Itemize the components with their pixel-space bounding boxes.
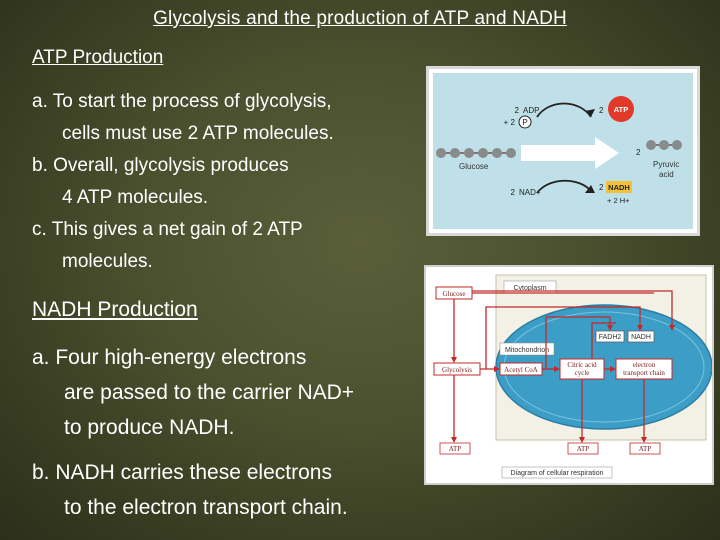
list-item: a. Four high-energy electrons	[32, 346, 307, 369]
list-item: 4 ATP molecules.	[62, 187, 209, 208]
etc-text-line2: transport chain	[623, 369, 665, 377]
list-item: molecules.	[62, 251, 153, 272]
list-item: b. NADH carries these electrons	[32, 461, 332, 484]
glycolysis-text: Glycolysis	[442, 366, 472, 374]
list-item: cells must use 2 ATP molecules.	[62, 123, 334, 144]
cellular-respiration-diagram	[424, 265, 714, 485]
glycolysis-atp-diagram	[426, 66, 700, 236]
atp-mid-text: ATP	[576, 445, 590, 453]
nad-count: 2	[510, 188, 515, 197]
slide-title: Glycolysis and the production of ATP and NADH	[153, 8, 567, 29]
adp-count: 2	[514, 106, 519, 115]
nadh-production-list	[32, 340, 354, 525]
diagram-caption: Diagram of cellular respiration	[510, 470, 604, 477]
list-item: c. This gives a net gain of 2 ATP	[32, 219, 303, 240]
respiration-diagram-svg	[426, 267, 712, 483]
nadh-count: 2	[599, 183, 604, 192]
acetyl-coa-text: Acetyl CoA	[504, 366, 538, 374]
etc-text-line1: electron	[632, 361, 656, 369]
atp-left-text: ATP	[448, 445, 462, 453]
atp-count: 2	[599, 106, 604, 115]
nad-label: NAD+	[519, 188, 541, 197]
list-item: b. Overall, glycolysis produces	[32, 155, 289, 176]
cytoplasm-text: Cytoplasm	[513, 285, 547, 292]
fadh2-text: FADH2	[598, 334, 622, 341]
list-item: are passed to the carrier NAD+	[64, 381, 355, 404]
nadh-text: NADH	[631, 334, 651, 341]
pyruvic-acid-molecule-icon	[646, 140, 682, 150]
glucose-text: Glucose	[442, 290, 466, 298]
nad-to-nadh-arrow-icon	[537, 181, 591, 193]
citric-acid-text-line2: cycle	[574, 369, 590, 377]
h-label: + 2 H+	[607, 196, 630, 205]
list-item: to the electron transport chain.	[64, 496, 348, 519]
glucose-molecule-icon	[436, 148, 516, 158]
p-count: + 2	[503, 118, 515, 127]
atp-label: ATP	[613, 105, 629, 114]
atp-production-list	[32, 86, 334, 278]
adp-to-atp-arrow-icon	[537, 104, 591, 118]
atp-right-text: ATP	[638, 445, 652, 453]
reaction-arrow-icon	[521, 137, 619, 169]
pyruvic-label-line1: Pyruvic	[653, 160, 680, 169]
nadh-production-heading: NADH Production	[32, 298, 198, 321]
list-item: a. To start the process of glycolysis,	[32, 91, 332, 112]
citric-acid-text-line1: Citric acid	[567, 361, 597, 369]
glucose-label: Glucose	[459, 162, 489, 171]
mitochondrion-text: Mitochondrion	[505, 347, 549, 354]
glycolysis-diagram-svg	[429, 69, 697, 233]
nadh-label: NADH	[608, 183, 630, 192]
list-item: to produce NADH.	[64, 416, 235, 439]
p-label: P	[522, 118, 528, 127]
pyruvic-label-line2: acid	[659, 170, 674, 179]
atp-production-heading: ATP Production	[32, 47, 164, 68]
adp-label: ADP	[523, 106, 540, 115]
pyruvic-count: 2	[636, 148, 641, 157]
